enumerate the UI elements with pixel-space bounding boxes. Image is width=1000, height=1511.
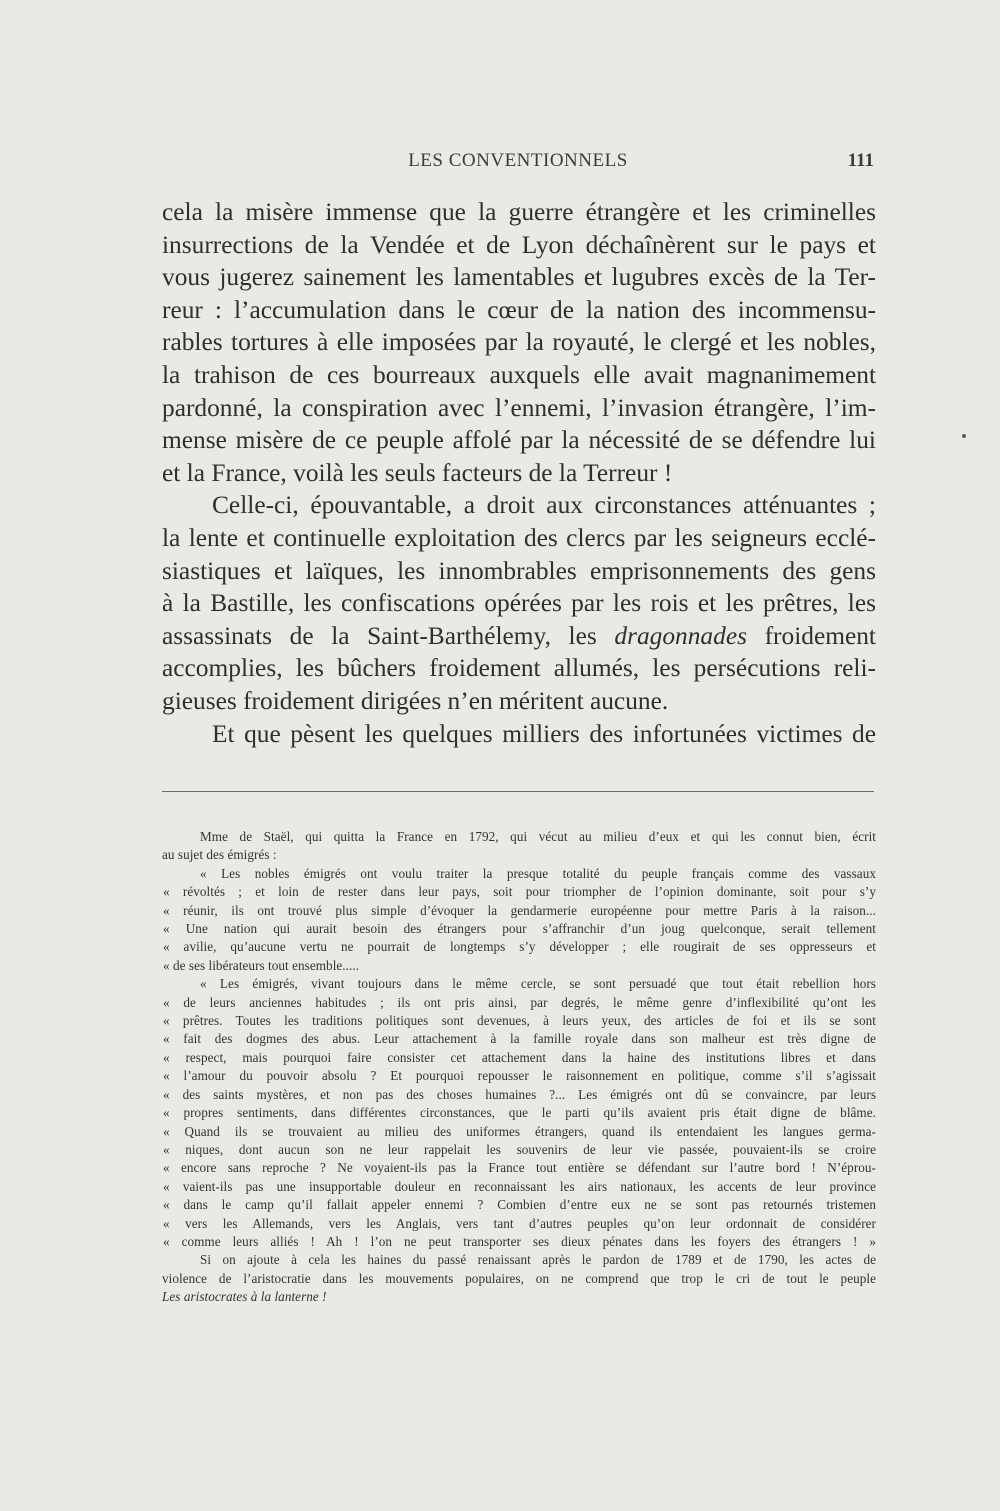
text-line: gieuses froidement dirigées n’en méritent aucune.	[162, 686, 669, 715]
footnote-line: Mme de Staël, qui quitta la France en 1792, qui vécut au milieu d’eux et qui les connut bien, écrit	[200, 829, 876, 844]
footnote-line: « encore sans reproche ? Ne voyaient-ils pas la France tout entière se défendant sur l’autre bord ! N’éprou-	[163, 1160, 876, 1176]
footnote-rule	[162, 791, 874, 792]
paper-speck	[962, 434, 966, 438]
text-line: et la France, voilà les seuls facteurs de la Terreur !	[162, 458, 673, 487]
text-line: rables tortures à elle imposées par la royauté, le clergé et les nobles,	[162, 328, 876, 357]
text-line: la lente et continuelle exploitation des clercs par les seigneurs ecclé-	[162, 523, 876, 552]
footnote-line: « vaient-ils pas une insupportable douleur en reconnaissant les airs nationaux, les accents de leur province	[163, 1178, 876, 1194]
footnote-line: « prêtres. Toutes les traditions politiques sont devenues, à leurs yeux, des articles de foi et ils se sont	[163, 1013, 876, 1029]
footnote-line: « Une nation qui aurait besoin des étrangers pour s’affranchir d’un joug quelconque, serait tellement	[163, 921, 876, 937]
footnote-italic: Les aristocrates à la lanterne !	[162, 1289, 327, 1305]
footnote-line: « révoltés ; et loin de rester dans leur pays, soit pour triompher de l’opinion dominante, soit pour s’y	[163, 884, 876, 900]
text-line: Celle-ci, épouvantable, a droit aux circonstances atténuantes ;	[212, 491, 876, 520]
footnote-line: « fait des dogmes des abus. Leur attachement à la famille royale dans son malheur est très digne de	[163, 1031, 876, 1047]
text-line: Et que pèsent les quelques milliers des infortunées victimes de	[212, 719, 876, 748]
text-line: cela la misère immense que la guerre étrangère et les criminelles	[162, 198, 876, 226]
footnote-line: « propres sentiments, dans différentes circonstances, que le parti qu’ils avaient pris était digne de blâme.	[163, 1105, 876, 1121]
running-title: LES CONVENTIONNELS	[408, 150, 628, 171]
text-line: à la Bastille, les confiscations opérées par les rois et les prêtres, les	[162, 589, 876, 618]
page-number: 111	[847, 150, 874, 171]
footnote-line: « Les nobles émigrés ont voulu traiter la presque totalité du peuple français comme des vassaux	[200, 865, 876, 881]
footnote-line: au sujet des émigrés :	[162, 847, 277, 863]
footnote-line: « des saints mystères, et non pas des choses humaines ?... Les émigrés ont dû se convaincre, par leurs	[163, 1086, 876, 1102]
text-line: reur : l’accumulation dans le cœur de la nation des incommensu-	[162, 295, 876, 324]
main-text	[162, 196, 876, 750]
text-line: mense misère de ce peuple affolé par la nécessité de se défendre lui	[162, 426, 876, 455]
footnote-line: Si on ajoute à cela les haines du passé renaissant après le pardon de 1789 et de 1790, les actes de	[200, 1252, 876, 1268]
footnote-line: violence de l’aristocratie dans les mouvements populaires, on ne comprend que trop le cri de tout le peuple	[162, 1270, 876, 1286]
text-line: pardonné, la conspiration avec l’ennemi, l’invasion étrangère, l’im-	[162, 393, 876, 422]
text-segment: froidement	[746, 621, 876, 650]
footnote-line: « vers les Allemands, vers les Anglais, vers tant d’autres peuples qu’on leur ordonnait de considérer	[163, 1215, 876, 1231]
text-line: insurrections de la Vendée et de Lyon déchaînèrent sur le pays et	[162, 230, 876, 259]
text-line: accomplies, les bûchers froidement allumés, les persécutions reli-	[162, 654, 876, 683]
footnote-line: « Les émigrés, vivant toujours dans le même cercle, se sont persuadé que tout était rebellion hors	[200, 976, 876, 992]
footnote	[162, 828, 876, 1307]
footnote-line: « comme leurs alliés ! Ah ! l’on ne peut transporter ses dieux pénates dans les foyers des étrangers ! »	[163, 1233, 876, 1249]
footnote-line	[162, 1288, 876, 1306]
footnote-line: « niques, dont aucun son ne leur rappelait les souvenirs de leur vie passée, pouvaient-ils se croire	[163, 1141, 876, 1157]
text-line: la trahison de ces bourreaux auxquels elle avait magnanimement	[162, 360, 876, 389]
footnote-line: « réunir, ils ont trouvé plus simple d’évoquer la gendarmerie européenne pour mettre Paris à la raison...	[163, 902, 876, 918]
footnote-line: « respect, mais pourquoi faire consister cet attachement dans la haine des institutions libres et dans	[163, 1049, 876, 1065]
running-header	[162, 150, 874, 180]
footnote-line: « de leurs anciennes habitudes ; ils ont pris ainsi, par degrés, le même genre d’inflexibilité qu’ont les	[163, 994, 876, 1010]
footnote-line: « dans le camp qu’il fallait appeler ennemi ? Combien d’entre eux ne se sont pas retournés tristemen	[163, 1197, 876, 1213]
text-line: vous jugerez sainement les lamentables et lugubres excès de la Ter-	[162, 263, 876, 292]
footnote-line: « Quand ils se trouvaient au milieu des uniformes étrangers, quand ils entendaient les langues germa-	[163, 1123, 876, 1139]
text-line-composite	[162, 620, 876, 653]
text-line: siastiques et laïques, les innombrables emprisonnements des gens	[162, 556, 876, 585]
footnote-line: « avilie, qu’aucune vertu ne pourrait de longtemps s’y développer ; elle rougirait de ses oppresseurs et	[163, 939, 876, 955]
italic-term: dragonnades	[614, 621, 747, 650]
footnote-line: « l’amour du pouvoir absolu ? Et pourquoi repousser le raisonnement en politique, comme s’il s’agissait	[163, 1068, 876, 1084]
footnote-line: « de ses libérateurs tout ensemble.....	[163, 957, 360, 973]
text-segment: assassinats de la Saint-Barthélemy, les	[162, 621, 615, 650]
